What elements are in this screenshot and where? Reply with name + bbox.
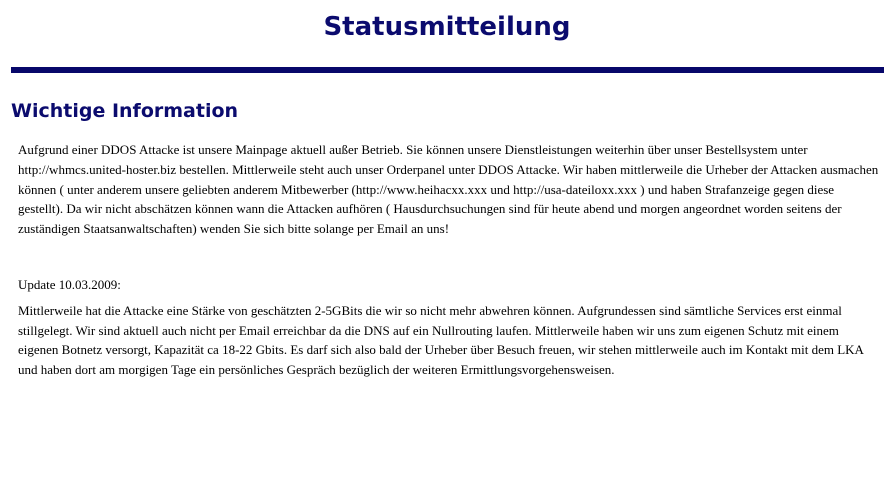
- title-divider: [11, 67, 884, 73]
- message-body: [18, 140, 880, 380]
- section-heading: Wichtige Information: [11, 100, 239, 122]
- update-date-label: Update 10.03.2009:: [18, 276, 121, 292]
- update-paragraph: Mittlerweile hat die Attacke eine Stärke von geschätzten 2-5GBits die wir so nicht mehr abwehren können. Aufgrundessen sind sämtliche Services erst einmal stillgelegt. Wir sind aktuell auch nicht per Email erreichbar da die DNS auf ein Nullrouting laufen. Mittlerweile haben wir uns zum eigenen Schutz mit einem eigenen Botnetz versorgt, Kapazität ca 18-22 Gbits. Es darf sich also bald der Urheber über Besuch freuen, wir stehen mittlerweile auch im Kontakt mit dem LKA und haben dort am morgigen Tage ein persönliches Gespräch bezüglich der weiteren Ermittlungsvorgehensweisen.: [18, 302, 864, 378]
- page-title: Statusmitteilung: [323, 12, 571, 42]
- notice-paragraph: Aufgrund einer DDOS Attacke ist unsere Mainpage aktuell außer Betrieb. Sie können unsere Dienstleistungen weiterhin über unser Bestellsystem unter http://whmcs.united-hoster.biz bestellen. Mittlerweile steht auch unser Orderpanel unter DDOS Attacke. Wir haben mittlerweile die Urheber der Attacken ausmachen können ( unter anderem unsere geliebten anderem Mitbewerber (http://www.heihacxx.xxx und http://usa-dateiloxx.xxx ) und haben Strafanzeige gegen diese gestellt). Da wir nicht abschätzen können wann die Attacken aufhören ( Hausdurchsuchungen sind für heute abend und morgen angeordnet worden seitens der zuständigen Staatsanwaltschaften) wenden Sie sich bitte solange per Email an uns!: [18, 142, 879, 237]
